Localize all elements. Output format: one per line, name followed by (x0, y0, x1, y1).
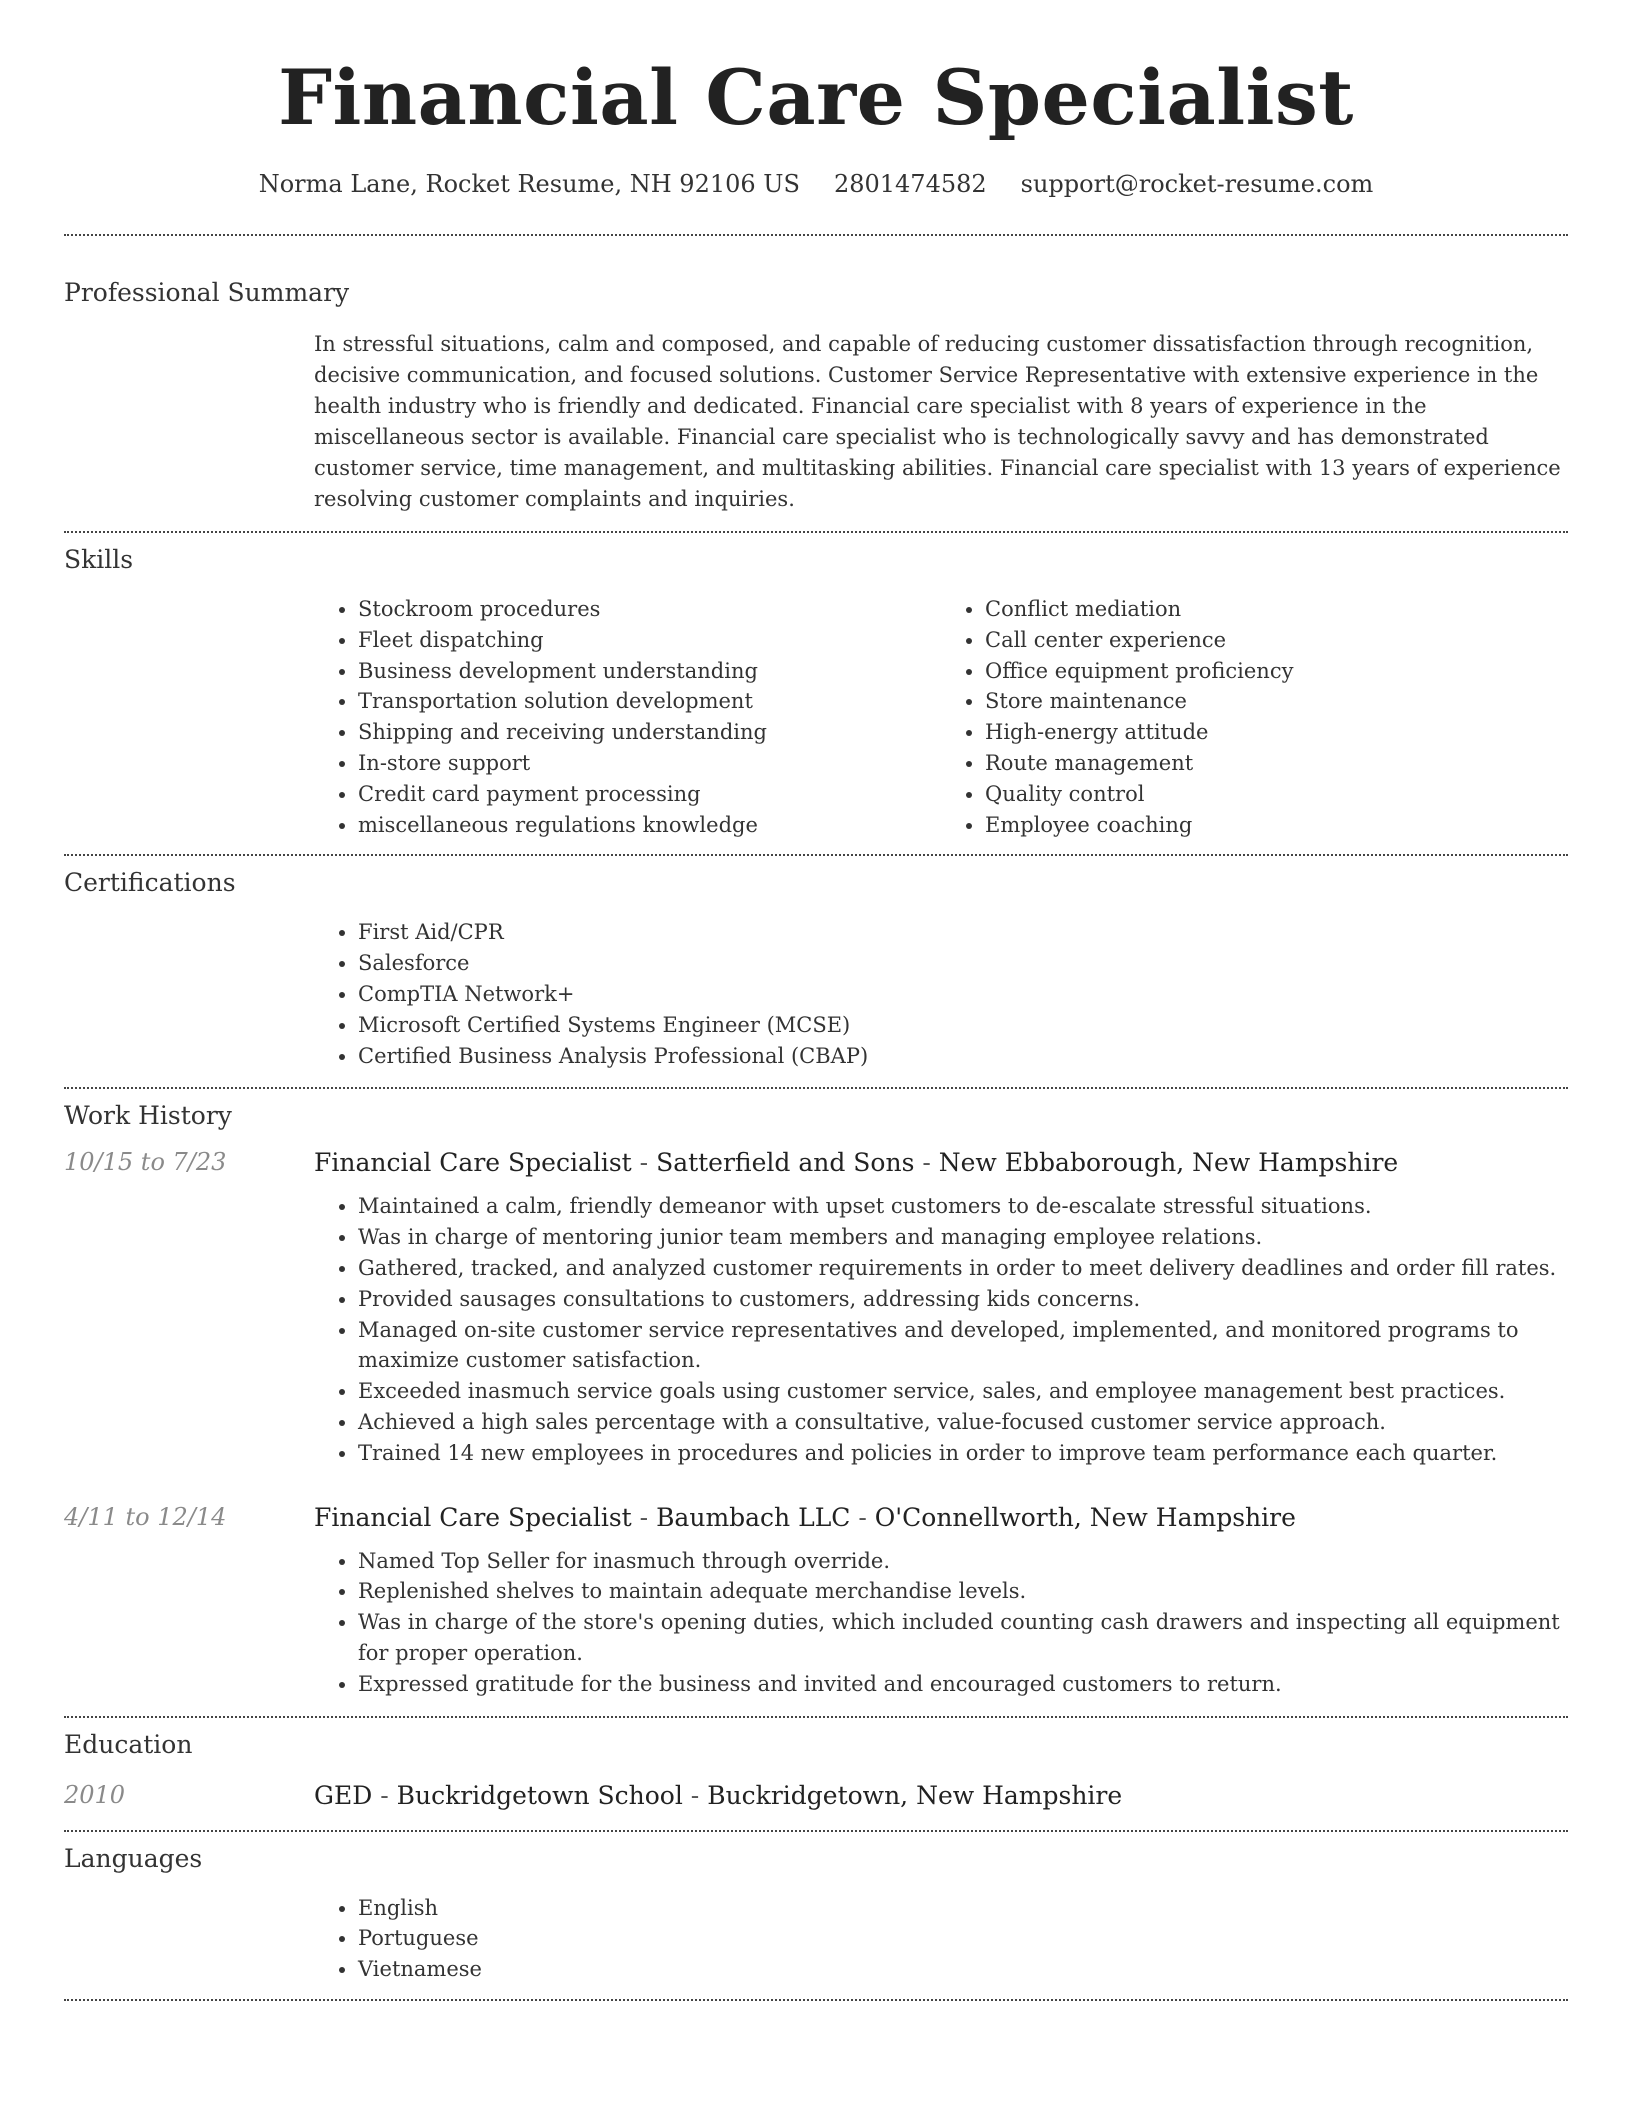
job-title (314, 1148, 1398, 1177)
list-item: • CompTIA Network+ (358, 979, 1568, 1010)
job-position: Financial Care Specialist (314, 1502, 632, 1532)
list-item: • Exceeded inasmuch service goals using customer service, sales, and employee management best practices. (358, 1376, 1568, 1407)
education-location: Buckridgetown, New Hampshire (707, 1780, 1123, 1810)
summary-section (0, 236, 1632, 515)
list-item: • Certified Business Analysis Professional (CBAP) (358, 1041, 1568, 1072)
list-item: • Office equipment proficiency (985, 656, 1568, 687)
contact-email: support@rocket-resume.com (1020, 170, 1374, 198)
list-item: • Maintained a calm, friendly demeanor with upset customers to de-escalate stressful situations. (358, 1191, 1568, 1222)
section-title: Work History (64, 1101, 232, 1131)
contact-address: Norma Lane, Rocket Resume, NH 92106 US (258, 170, 800, 198)
section-title: Skills (64, 545, 134, 574)
section-title: Certifications (64, 868, 236, 898)
separator: - (914, 1148, 939, 1178)
skills-columns (314, 594, 1568, 840)
list-item: • Salesforce (358, 948, 1568, 979)
work-section (0, 1089, 1632, 1699)
job-bullets (314, 1191, 1568, 1468)
job-position: Financial Care Specialist (314, 1148, 632, 1178)
job-company: Baumbach LLC (656, 1502, 851, 1532)
list-item: • Was in charge of the store's opening duties, which included counting cash drawers and inspecting all equipment for proper operation. (358, 1607, 1568, 1669)
list-item: • Call center experience (985, 625, 1568, 656)
job-title (314, 1503, 1296, 1532)
list-item: • Shipping and receiving understanding (358, 717, 941, 748)
separator: - (682, 1780, 708, 1810)
education-year: 2010 (64, 1780, 126, 1809)
education-entry (64, 1781, 1568, 1810)
list-item: • In-store support (358, 748, 941, 779)
languages-list (314, 1893, 1568, 1985)
list-item: • First Aid/CPR (358, 917, 1568, 948)
section-title: Education (64, 1729, 193, 1759)
certifications-list (314, 917, 1568, 1071)
list-item: • Microsoft Certified Systems Engineer (MCSE) (358, 1010, 1568, 1041)
job-dates: 10/15 to 7/23 (64, 1148, 227, 1177)
education-school: Buckridgetown School (396, 1780, 683, 1810)
certifications-section (0, 856, 1632, 1071)
resume-header (0, 0, 1632, 198)
job-entry (64, 1148, 1568, 1177)
list-item: • Was in charge of mentoring junior team members and managing employee relations. (358, 1222, 1568, 1253)
contact-line (0, 170, 1632, 198)
list-item: • Employee coaching (985, 810, 1568, 841)
list-item: • Managed on-site customer service representatives and developed, implemented, and monitored programs to maximize customer satisfaction. (358, 1315, 1568, 1377)
list-item: • Conflict mediation (985, 594, 1568, 625)
list-item: • Quality control (985, 779, 1568, 810)
list-item: • Fleet dispatching (358, 625, 941, 656)
list-item: • Trained 14 new employees in procedures and policies in order to improve team performance each quarter. (358, 1438, 1568, 1469)
list-item: • miscellaneous regulations knowledge (358, 810, 941, 841)
languages-section (0, 1832, 1632, 1985)
section-title: Professional Summary (64, 278, 350, 307)
job-location: O'Connellworth, New Hampshire (874, 1502, 1296, 1532)
job-company: Satterfield and Sons (656, 1148, 915, 1178)
summary-text: In stressful situations, calm and composed, and capable of reducing customer dissatisfaction through recognition, decisive communication, and focused solutions. Customer Service Representative with extensive experience in the health industry who is friendly and dedicated. Financial care specialist with 8 years of experience in the miscellaneous sector is available. Financial care specialist who is technologically savvy and has demonstrated customer service, time management, and multitasking abilities. Financial care specialist with 13 years of experience resolving customer complaints and inquiries. (314, 332, 1561, 511)
list-item: • Store maintenance (985, 686, 1568, 717)
resume-name: Financial Care Specialist (278, 53, 1354, 142)
job-entry (64, 1503, 1568, 1532)
list-item: • Stockroom procedures (358, 594, 941, 625)
list-item: • Route management (985, 748, 1568, 779)
separator: - (631, 1502, 657, 1532)
list-item: • Business development understanding (358, 656, 941, 687)
divider (64, 1999, 1568, 2001)
list-item: • Provided sausages consultations to customers, addressing kids concerns. (358, 1284, 1568, 1315)
list-item: • Portuguese (358, 1923, 1568, 1954)
list-item: • Replenished shelves to maintain adequate merchandise levels. (358, 1576, 1568, 1607)
list-item: • Credit card payment processing (358, 779, 941, 810)
list-item: • English (358, 1893, 1568, 1924)
separator: - (372, 1780, 397, 1810)
education-section (0, 1718, 1632, 1810)
list-item: • Named Top Seller for inasmuch through override. (358, 1546, 1568, 1577)
job-dates: 4/11 to 12/14 (64, 1502, 227, 1531)
skills-section (0, 533, 1632, 840)
contact-phone: 2801474582 (833, 170, 987, 198)
skills-list-right (941, 594, 1568, 840)
section-title: Languages (64, 1843, 203, 1873)
list-item: • High-energy attitude (985, 717, 1568, 748)
skills-list-left (314, 594, 941, 840)
job-bullets (314, 1546, 1568, 1700)
education-title (314, 1781, 1122, 1810)
list-item: • Expressed gratitude for the business and invited and encouraged customers to return. (358, 1669, 1568, 1700)
list-item: • Gathered, tracked, and analyzed customer requirements in order to meet delivery deadlines and order fill rates. (358, 1253, 1568, 1284)
separator: - (631, 1148, 657, 1178)
list-item: • Achieved a high sales percentage with a consultative, value-focused customer service approach. (358, 1407, 1568, 1438)
list-item: • Vietnamese (358, 1954, 1568, 1985)
job-location: New Ebbaborough, New Hampshire (938, 1148, 1399, 1178)
separator: - (850, 1502, 875, 1532)
education-degree: GED (314, 1780, 373, 1810)
list-item: • Transportation solution development (358, 686, 941, 717)
